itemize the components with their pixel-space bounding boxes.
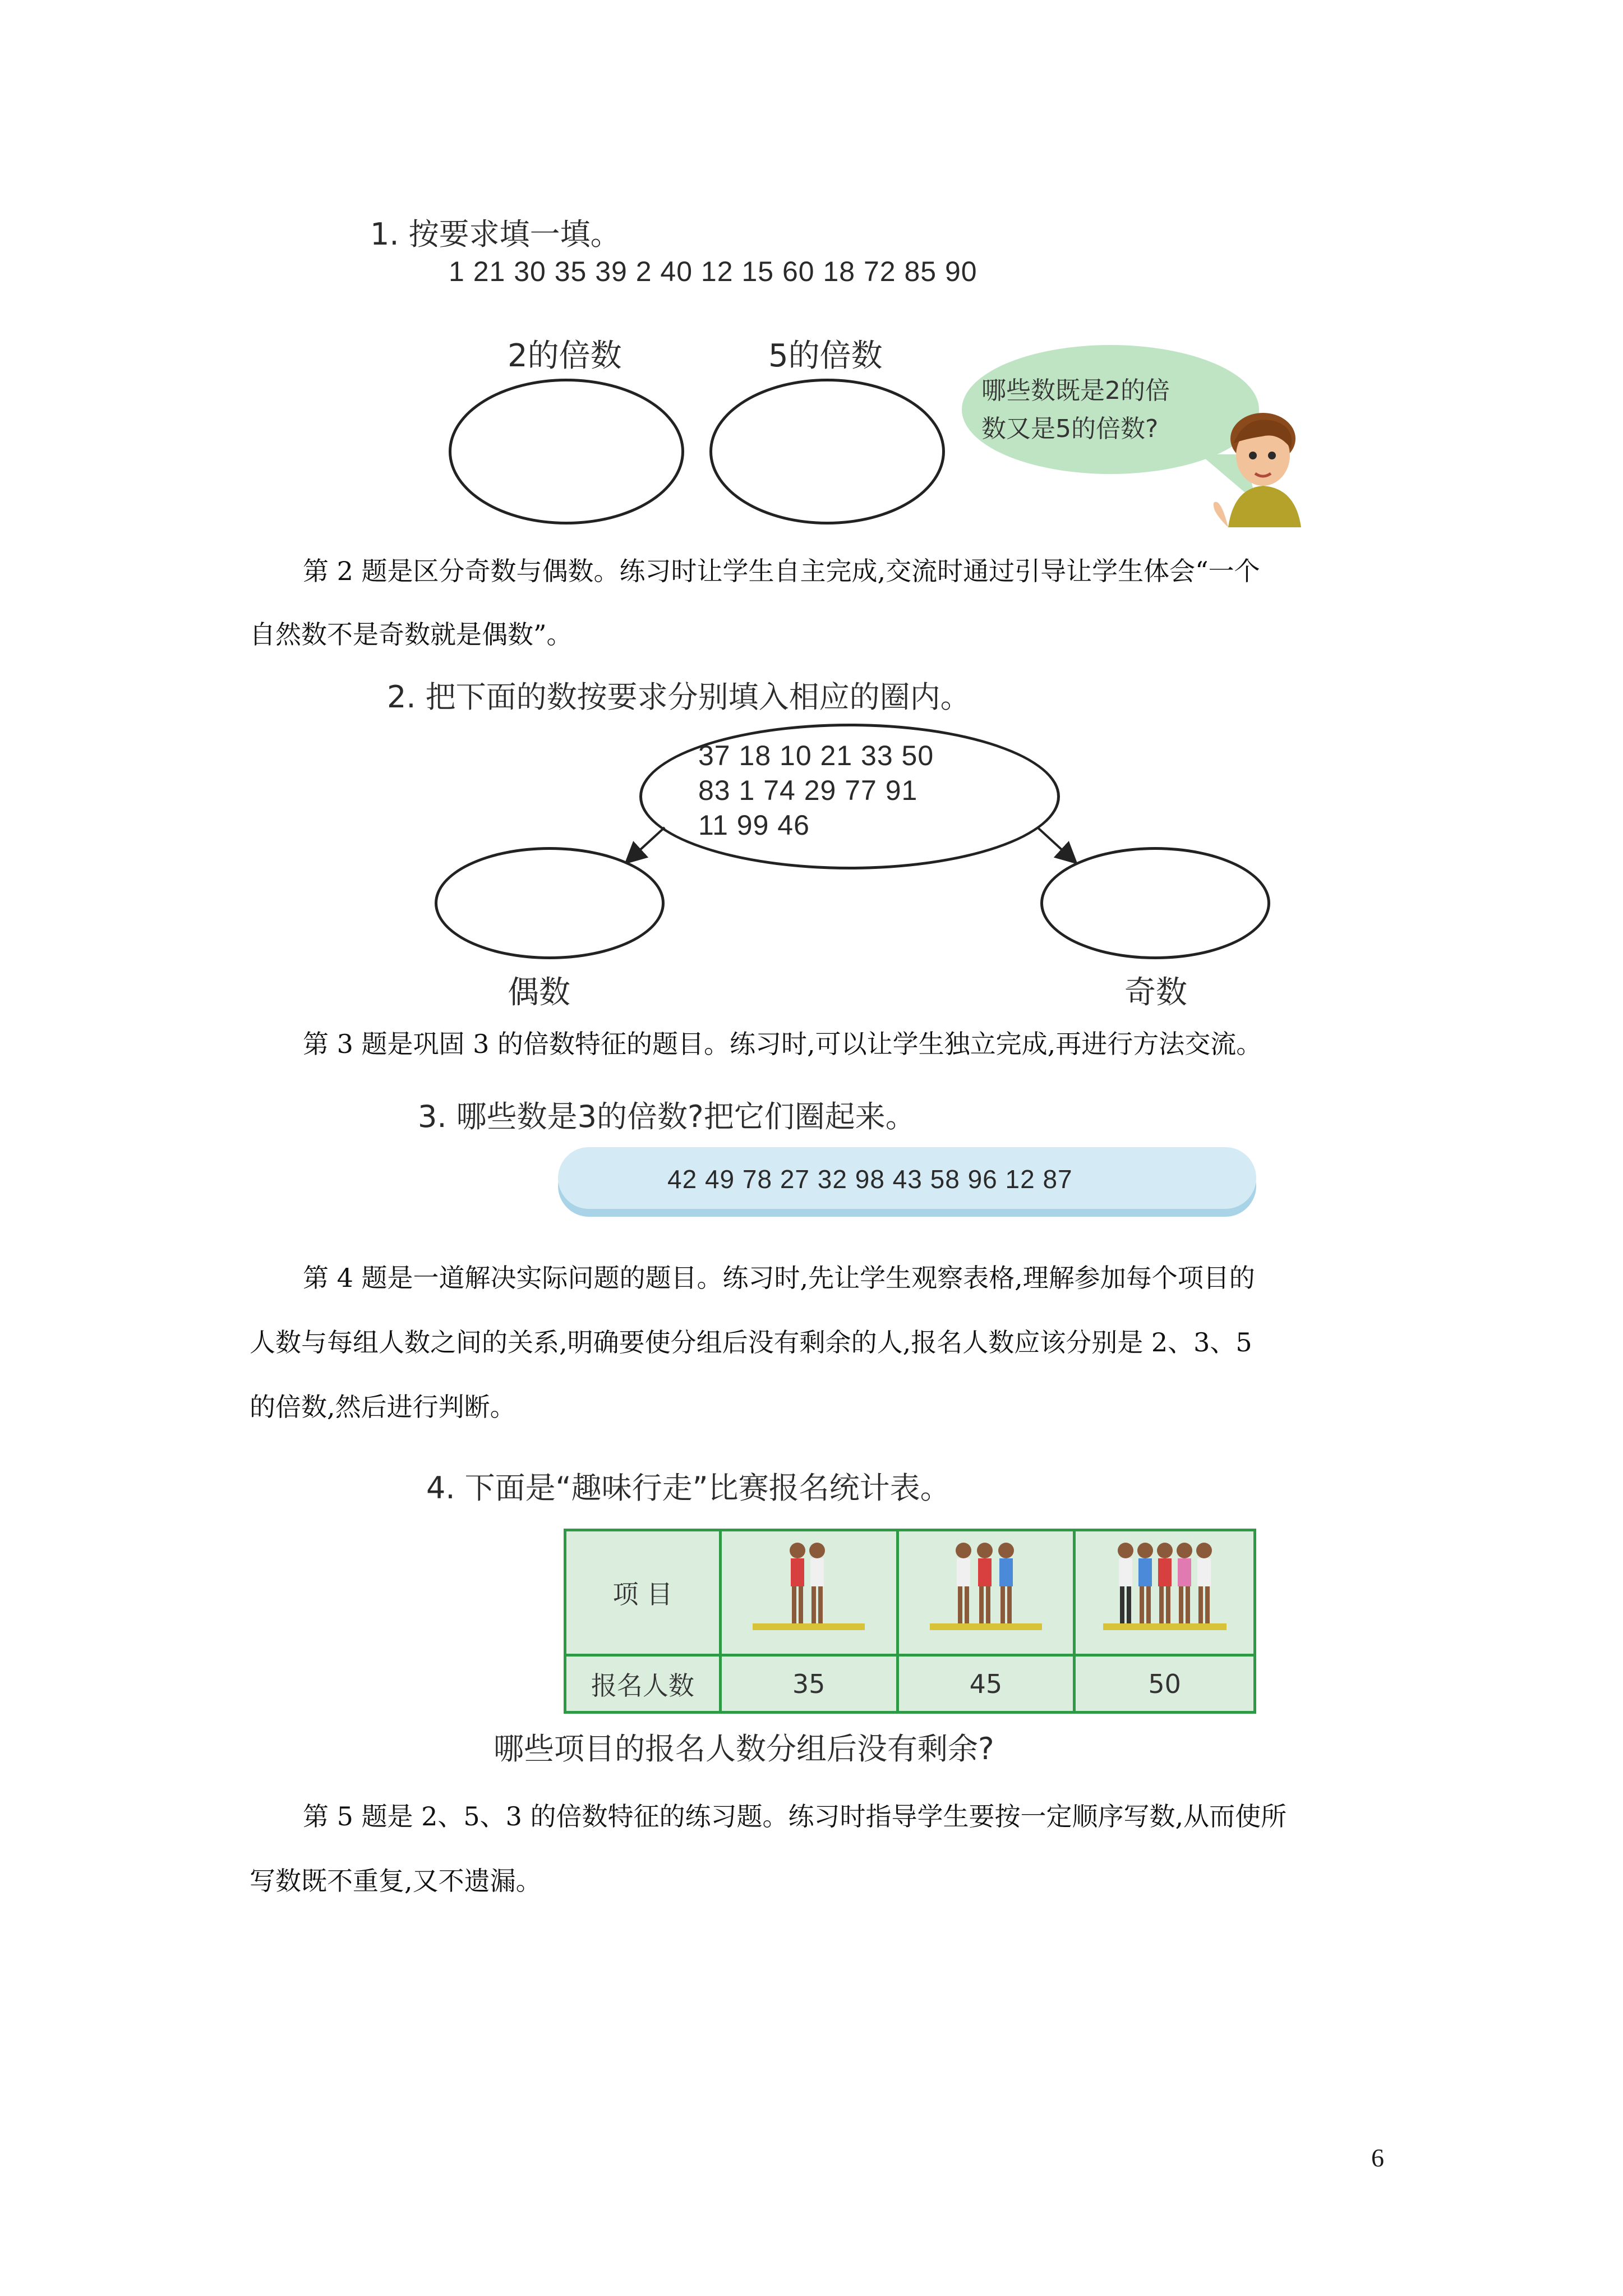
sort-arrows [0,0,1623,898]
page-number: 6 [1371,2143,1384,2172]
para2-line2: 自然数不是奇数就是偶数”。 [250,619,573,650]
para5-line1: 第 5 题是 2、5、3 的倍数特征的练习题。练习时指导学生要按一定顺序写数,从而使所 [303,1801,1287,1832]
table-row [565,1530,1255,1655]
exercise-1-title: 1. 按要求填一填。 [370,217,621,252]
row-header-project: 项 目 [565,1530,721,1655]
exercise-4-question: 哪些项目的报名人数分组后没有剩余? [494,1731,994,1766]
para3-line1: 第 3 题是巩固 3 的倍数特征的题目。练习时,可以让学生独立完成,再进行方法交流。 [303,1029,1262,1059]
exercise-3-title: 3. 哪些数是3的倍数?把它们圈起来。 [418,1099,916,1134]
count-cell-3: 50 [1075,1655,1255,1713]
circle-label-multiples-of-5: 5的倍数 [768,338,883,374]
pool-line-1: 37 18 10 21 33 50 [698,740,934,771]
project-image-cell-3 [1075,1530,1255,1655]
bubble-line-1: 哪些数既是2的倍 [981,376,1170,405]
count-cell-1: 35 [720,1655,897,1713]
table-row [565,1655,1255,1713]
circle-label-multiples-of-2: 2的倍数 [508,338,622,374]
exercise-3-numbers: 42 49 78 27 32 98 43 58 96 12 87 [667,1165,1073,1194]
even-label: 偶数 [508,974,570,1011]
project-image-cell-1 [720,1530,897,1655]
exercise-1-numbers: 1 21 30 35 39 2 40 12 15 60 18 72 85 90 [449,256,978,287]
exercise-4-title: 4. 下面是“趣味行走”比赛报名统计表。 [426,1470,951,1506]
para4-line2: 人数与每组人数之间的关系,明确要使分组后没有剩余的人,报名人数应该分别是 2、3、5 [250,1327,1252,1358]
row-header-count: 报名人数 [565,1655,721,1713]
exercise-2-title: 2. 把下面的数按要求分别填入相应的圈内。 [387,679,971,715]
pool-line-3: 11 99 46 [698,809,810,841]
even-answer-circle[interactable] [435,847,665,959]
registration-table [564,1529,1256,1714]
two-children-walking-picture [741,1534,876,1646]
project-image-cell-2 [897,1530,1075,1655]
odd-answer-circle[interactable] [1040,847,1270,959]
bubble-line-2: 数又是5的倍数? [981,415,1159,443]
para5-line2: 写数既不重复,又不遗漏。 [250,1866,542,1896]
count-cell-2: 45 [897,1655,1075,1713]
para4-line1: 第 4 题是一道解决实际问题的题目。练习时,先让学生观察表格,理解参加每个项目的 [303,1263,1255,1293]
para4-line3: 的倍数,然后进行判断。 [250,1392,516,1422]
three-children-walking-picture [919,1534,1053,1646]
odd-label: 奇数 [1124,974,1187,1011]
para2-line1: 第 2 题是区分奇数与偶数。练习时让学生自主完成,交流时通过引导让学生体会“一个 [303,556,1260,586]
five-children-walking-picture [1092,1534,1238,1646]
pool-line-2: 83 1 74 29 77 91 [698,775,918,806]
